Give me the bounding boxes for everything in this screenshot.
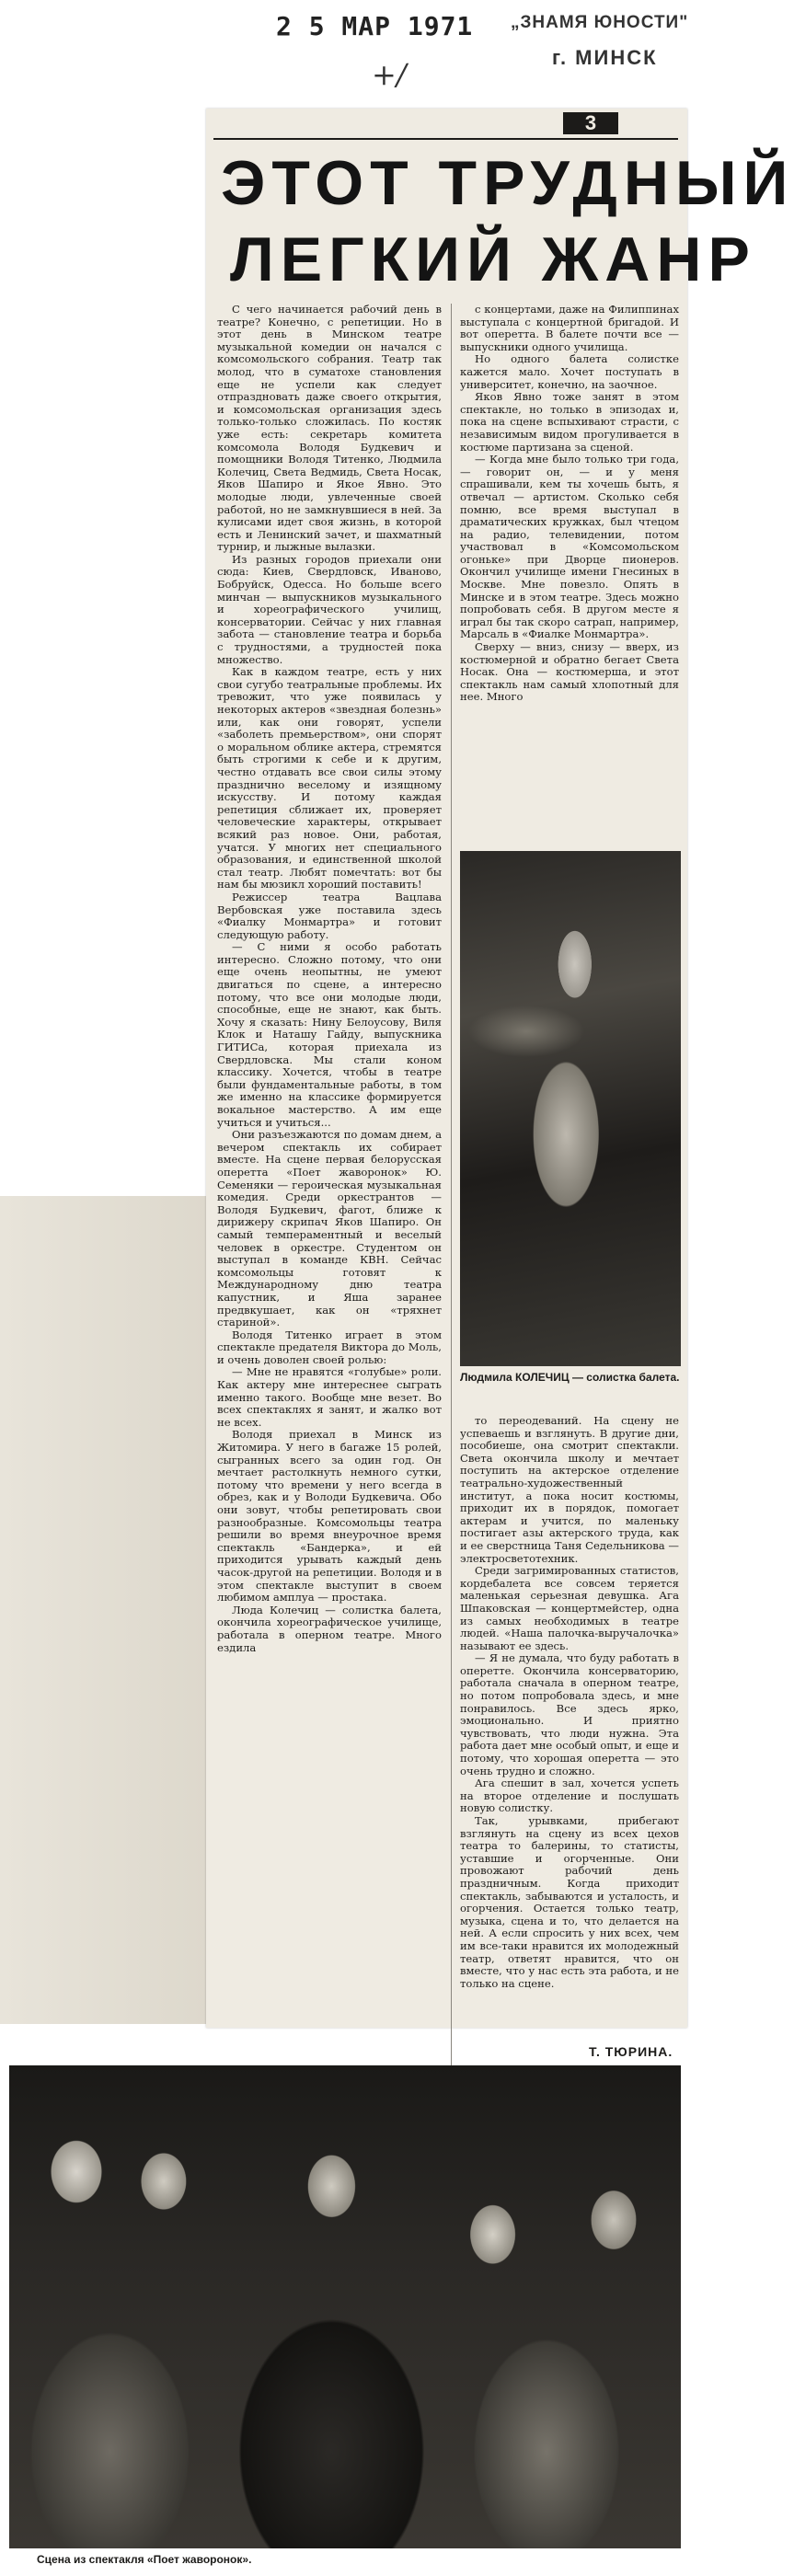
photo-caption-stage-scene: Сцена из спектакля «Поет жаворонок».: [37, 2553, 252, 2566]
newspaper-city: г. МИНСК: [552, 46, 658, 69]
paper-edge-strip: [0, 1196, 208, 2024]
paragraph: — Когда мне было только три года, — говорит он, — и у меня спрашивали, кем ты хочешь быть, я отвечал — артистом. Сколько себя помню, все время выступал в драматических кружках, был чтецом на радио, телевидении, потом участвовал в «Комсомольском огоньке» при Дворце пионеров. Окончил училище имени Гнесиных в Москве. Мне повезло. Опять в Минске и в этом театре. Здесь можно попробовать себя. В другом месте я играл бы так скоро сатрап, например, Марсаль в «Фиалке Монмартра».: [460, 453, 679, 641]
header-rule: [213, 138, 678, 140]
paragraph: — С ними я особо работать интересно. Сложно потому, что они еще очень неопытны, не умеют двигаться по сцене, а интересно потому, что все они молодые люди, способные, еще не знают, как быть. Хочу я сказать: Нину Белоусову, Виля Клок и Наташу Гайду, выпускника ГИТИСа, которая приехала из Свердловска. Мы стали коном классику. Хочется, чтобы в театре были фундаментальные работы, в том же именно на классике формируется вокальное мастерство. А им еще учиться и учиться...: [217, 940, 442, 1129]
paragraph: с концертами, даже на Филиппинах выступала с концертной бригадой. И вот оперетта. В балете почти все — выпускники одного училища.: [460, 303, 679, 353]
paragraph: Но одного балета солистке кажется мало. Хочет поступать в университет, конечно, на заочное.: [460, 352, 679, 391]
paragraph: Люда Колечиц — солистка балета, окончила хореографическое училище, работала в оперном театре. Много ездила: [217, 1603, 442, 1654]
paragraph: Сверху — вниз, снизу — вверх, из костюмерной и обратно бегает Света Носак. Она — костюмерша, и этот спектакль нам самый хлопотный для нее. Много: [460, 640, 679, 704]
paragraph: С чего начинается рабочий день в театре? Конечно, с репетиции. Но в этот день в Минском театре музыкальной комедии он начался с комсомольского собрания. Театр так молод, что в суматохе становления еще не успели как следует отпраздновать даже своего открытия, и комсомольская организация здесь только-только сложилась. По костяк уже есть: секретарь комитета комсомола Володя Будкевич и помощники Володя Титенко, Людмила Колечиц, Света Ведмидь, Света Носак, Яков Шапиро и Якое Явно. Это молодые люди, увлеченные своей работой, но не замкнувшиеся в ней. За кулисами идет своя жизнь, в которой есть и Ленинский зачет, и шахматный турнир, и лыжные вылазки.: [217, 303, 442, 554]
paragraph: Из разных городов приехали они сюда: Киев, Свердловск, Иваново, Бобруйск, Одесса. Но больше всего минчан — выпускников музыкального и хореографического училищ, консерватории. Сейчас у них главная забота — становление театра и борьба с трудностями, а трудностей пока множество.: [217, 552, 442, 666]
photo-caption-ballerina: Людмила КОЛЕЧИЦ — солистка балета.: [460, 1371, 680, 1384]
paragraph: Ага спешит в зал, хочется успеть на второе отделение и послушать новую солистку.: [460, 1777, 679, 1815]
paragraph: Среди загримированных статистов, кордебалета все совсем теряется маленькая серьезная девушка. Ага Шпаковская — концертмейстер, одна из самых необходимых в театре людей. «Наша палочка-выручалочка» называют ее здесь.: [460, 1564, 679, 1652]
column-divider: [451, 304, 452, 2107]
paragraph: Они разъезжаются по домам днем, а вечером спектакль их собирает вместе. На сцене первая белорусская оперетта «Поет жаворонок» Ю. Семеняки — героическая музыкальная комедия. Среди оркестрантов — Володя Будкевич, фагот, ближе к дирижеру скрипач Яков Шапиро. Он самый темпераментный и веселый человек в оркестре. Студентом он выступал в команде КВН. Сейчас комсомольцы готовят к Международному дню театра капустник, и Яша заранее предвкушает, как он «тряхнет стариной».: [217, 1128, 442, 1329]
paragraph: Володя Титенко играет в этом спектакле предателя Виктора до Моль, и очень доволен своей ролью:: [217, 1328, 442, 1366]
article-column-3: [460, 1415, 679, 2059]
paragraph: Яков Явно тоже занят в этом спектакле, но только в эпизодах и, пока на сцене вспыхивают страсти, с независимым видом прогуливается в костюме партизана за сценой.: [460, 390, 679, 454]
handwritten-mark: +/: [372, 57, 407, 92]
stage-scene-photo: [9, 2065, 681, 2548]
author-signature: Т. ТЮРИНА.: [589, 2044, 673, 2059]
newspaper-name: „ЗНАМЯ ЮНОСТИ": [511, 13, 689, 32]
headline-line-2: ЛЕГКИЙ ЖАНР: [230, 224, 756, 294]
page-number: 3: [563, 112, 618, 134]
headline-line-1: ЭТОТ ТРУДНЫЙ: [221, 148, 794, 218]
paragraph: то переодеваний. На сцену не успеваешь и взглянуть. В другие дни, пособиеше, она смотрит спектакли. Света окончила школу и мечтает поступить на актерское отделение театрально-художественный институт, а пока носит костюмы, приходит их в порядок, помогает актерам и учится, по маленьку постигает азы актерского труда, как и ее сверстница Таня Седельникова — электросветотехник.: [460, 1414, 679, 1565]
archive-date-stamp: 2 5 МАР 1971: [276, 11, 474, 41]
article-column-1: [217, 304, 442, 2346]
paragraph: Режиссер театра Вацлава Вербовская уже поставила здесь «Фиалку Монмартра» и готовит следующую работу.: [217, 890, 442, 941]
paragraph: — Мне не нравятся «голубые» роли. Как актеру мне интереснее сыграть именно такого. Вообще мне везет. Во всех спектаклях я занят, и жалко вот не всех.: [217, 1365, 442, 1429]
article-column-2: [460, 304, 679, 842]
paragraph: Так, урывками, прибегают взглянуть на сцену из всех цехов театра то балерины, то статисты, уставшие и огорченные. Они провожают рабочий день праздничным. Когда приходит спектакль, забываются и усталость, и огорчения. Остается только театр, музыка, сцена и то, что делается на ней. А если спросить у них всех, чем им все-таки нравится их молодежный театр, ответят нравится, что он вместе, что у нас есть эта работа, и не только на сцене.: [460, 1814, 679, 1990]
paragraph: Как в каждом театре, есть у них свои сугубо театральные проблемы. Их тревожит, что уже появилась у некоторых актеров «звездная болезнь» или, как они говорят, успели «заболеть премьерством», они спорят о моральном облике актера, стремятся быть строгими к себе и к другим, честно отдавать все свои силы этому празднично веселому и изящному искусству. И потому каждая репетиция сближает их, проверяет человеческие характеры, открывает всякий раз новое. Они, работая, учатся. У многих нет специального образования, и единственной школой стал театр. Любят помечтать: вот бы нам бы мюзикл хороший поставить!: [217, 665, 442, 891]
paragraph: Володя приехал в Минск из Житомира. У него в багаже 15 ролей, сыгранных всего за один год. Он мечтает растолкнуть немного сутки, потому что времени у него всегда в обрез, как и у Володи Будкевича. Обо они зовут, чтобы репетировать свои разнообразные. Комсомольцы театра решили во время внеурочное время спектакль «Бандерка», и ей приходится урывать каждый день часок-другой на репетиции. Володя и в этом спектакле выступит в своем любимом амплуа — простака.: [217, 1428, 442, 1604]
ballerina-photo: [460, 851, 681, 1366]
paragraph: — Я не думала, что буду работать в оперетте. Окончила консерваторию, работала сначала в оперном театре, но потом попробовала здесь, и мне понравилось. Все здесь ярко, эмоционально. И приятно чувствовать, что люди нужна. Эта работа дает мне особый опыт, и еще и потому, что хорошая оперетта — это очень трудно и сложно.: [460, 1651, 679, 1777]
